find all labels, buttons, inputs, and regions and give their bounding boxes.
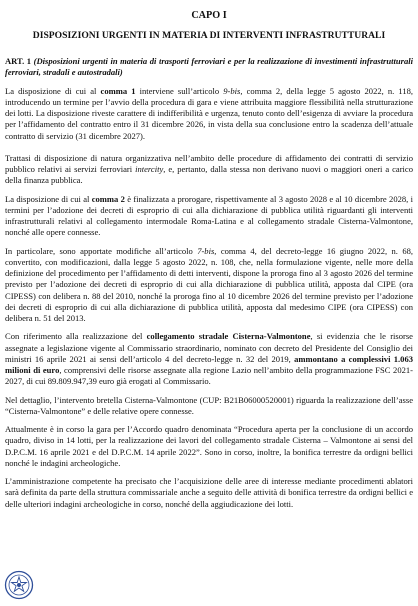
text: La disposizione di cui al — [5, 193, 92, 204]
text: , comma 4, del decreto-legge 16 giugno 2022, n. 68, convertito, con modificazioni, dalla legge 5 agosto 2022, n. 108, che, nella formulazione vigente, nelle more della definizione del procedimento per l’affidamento di detti interventi, dispone la proroga fino al 3 agosto 2026 del termine previsto per l’adozione dei decreti di esproprio di cui alla dichiarazione di pubblica utilità, apposta dal CIPE (ora CIPESS) con delibera n. 88 del 2010, nonché la proroga fino al 10 dicembre 2026 del termine previsto per l’adozione dei decreti di esproprio di cui alla dichiarazione di pubblica utilità, apposta dal medesimo CIPE (ora CIPESS) con delibera n. 51 del 2013. — [5, 245, 414, 323]
paragraph-1 — [5, 86, 413, 142]
chapter-title: DISPOSIZIONI URGENTI IN MATERIA DI INTERVENTI INFRASTRUTTURALI — [32, 30, 386, 41]
paragraph-4 — [5, 246, 413, 325]
text-bold: ammontano a complessivi 1.063 milioni di euro — [5, 353, 413, 375]
text: Con riferimento alla realizzazione del — [5, 331, 147, 342]
paragraph-2 — [5, 153, 413, 187]
text: , comma 2, della legge 5 agosto 2022, n. 118, introducendo un termine per l’avvio della procedura di gara e viene attribuita maggiore flessibilità nella strutturazione dei lotti. La disposizione riveste carattere di indifferibilità e urgenza, tenuto conto dell’esigenza di avviare la procedura per l’affidamento del contratto entro il 31 dicembre 2026, in vista della sua conclusione entro la scadenza dell’attuale contratto di servizio (31 dicembre 2027). — [5, 85, 414, 141]
text-bold: comma 1 — [100, 85, 136, 96]
text: La disposizione di cui al — [5, 85, 101, 96]
text-italic: 7-bis — [197, 245, 215, 256]
text: , e, pertanto, dalla stessa non derivano nuovi o maggiori oneri a carico della finanza pubblica. — [5, 164, 413, 186]
paragraph-7: Attualmente è in corso la gara per l’Accordo quadro denominata “Procedura aperta per la conclusione di un accordo quadro, diviso in 14 lotti, per la realizzazione dei lavori del collegamento stradale Cisterna – Valmontone ai sensi del D.P.C.M. 16 aprile 2021 e del D.P.C.M. 14 aprile 2022”. Sono in corso, inoltre, la bonifica terrestre da ordigni bellici nonché le indagini archeologiche. — [5, 424, 413, 468]
paragraph-6: Nel dettaglio, l’intervento bretella Cisterna-Valmontone (CUP: B21B06000520001) riguarda la realizzazione dell’asse “Cisterna-Valmontone” e delle relative opere connesse. — [5, 394, 413, 416]
paragraph-5 — [5, 331, 413, 387]
article-heading — [5, 56, 413, 79]
text: In particolare, sono apportate modifiche all’articolo — [5, 245, 198, 256]
text: interviene sull’articolo — [135, 85, 224, 96]
text-bold: collegamento stradale Cisterna-Valmontone — [146, 331, 311, 342]
republic-emblem-icon — [4, 570, 34, 600]
article-number: ART. 1 — [5, 56, 32, 66]
text: è finalizzata a prorogare, rispettivamente al 3 agosto 2028 e al 10 dicembre 2028, i termini per l’adozione dei decreti di esproprio di cui alla dichiarazione di pubblica utilità riguardanti gli interventi infrastrutturali relativi al collegamento intermodale Roma-Latina e al collegamento stradale Cisterna-Valmontone, nonché alle opere connesse. — [5, 193, 414, 238]
text-bold: comma 2 — [91, 193, 125, 204]
chapter-label: CAPO I — [191, 10, 227, 21]
article-title: (Disposizioni urgenti in materia di trasporti ferroviari e per la realizzazione di investimenti infrastrutturali ferroviari, stradali e autostradali) — [5, 56, 413, 78]
text-italic: intercity — [135, 164, 164, 174]
document-page — [5, 10, 413, 517]
text: , si evidenzia che le risorse assegnate a legislazione vigente al Commissario straordinario, nominato con decreto del Presidente del Consiglio dei ministri 16 aprile 2021 ai sensi dell’articolo 4 del decreto-legge n. 32 del 2019, — [5, 331, 413, 364]
paragraph-8: L’amministrazione competente ha precisato che l’acquisizione delle aree di interesse mediante procedimenti ablatori sarà definita da parte della struttura commissariale anche a seguito delle attività di bonifica terrestre da ordigni bellici e delle ulteriori indagini archeologiche in corso, nonché della aggiudicazione dei lotti. — [5, 476, 413, 509]
paragraph-3 — [5, 194, 413, 239]
text: , comprensivi delle risorse assegnate alla regione Lazio nell’ambito della programmazione FSC 2021-2027, di cui 89.809.947,39 euro già erogati al Commissario. — [5, 365, 413, 387]
text: Trattasi di disposizione di natura organizzativa nell’ambito delle procedure di affidamento dei contratti di servizio pubblico relativi ai servizi ferroviari — [5, 152, 413, 174]
text-italic: 9-bis — [223, 85, 241, 96]
